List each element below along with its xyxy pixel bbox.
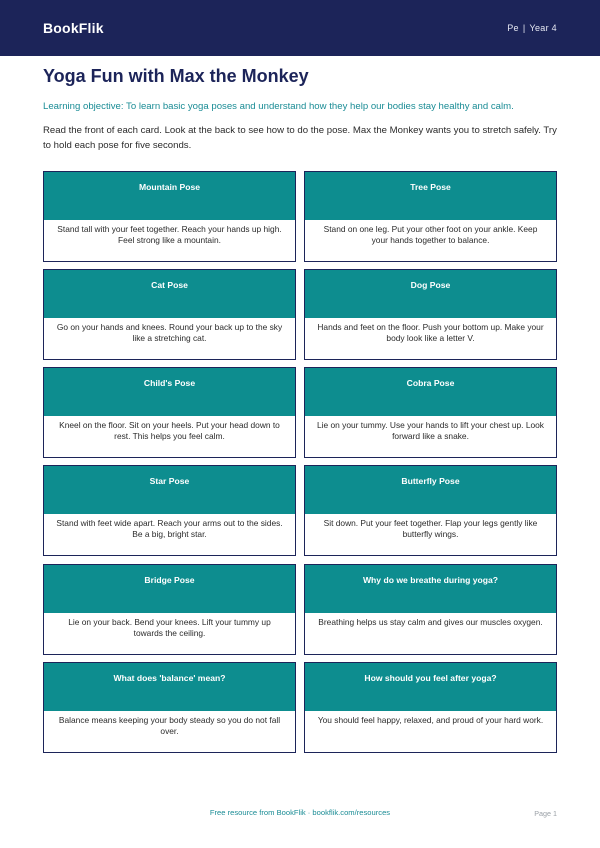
card-back: Lie on your tummy. Use your hands to lift your chest up. Look forward like a snake.: [316, 420, 544, 441]
pose-card: [43, 171, 296, 262]
card-front: What does 'balance' mean?: [44, 663, 295, 711]
card-back: Lie on your back. Bend your knees. Lift your tummy up towards the ceiling.: [68, 617, 271, 638]
card-front: Mountain Pose: [44, 172, 295, 220]
card-front: Bridge Pose: [44, 565, 295, 613]
card-back: Stand on one leg. Put your other foot on your ankle. Keep your hands together to balance.: [323, 224, 538, 245]
pose-card: [304, 465, 557, 556]
pose-card: [304, 269, 557, 360]
card-back: Sit down. Put your feet together. Flap your legs gently like butterfly wings.: [323, 518, 538, 539]
card-back: Go on your hands and knees. Round your back up to the sky like a stretching cat.: [56, 322, 283, 343]
card-front: How should you feel after yoga?: [305, 663, 556, 711]
card-back: You should feel happy, relaxed, and proud of your hard work.: [317, 715, 544, 725]
card-back: Stand tall with your feet together. Reach your hands up high. Feel strong like a mountain.: [57, 224, 282, 245]
meta-separator: |: [522, 23, 526, 33]
card-front: Tree Pose: [305, 172, 556, 220]
card-front: Child's Pose: [44, 368, 295, 416]
pose-card: [43, 269, 296, 360]
card-front: Why do we breathe during yoga?: [305, 565, 556, 613]
page-number: Page 1: [534, 809, 557, 818]
header-bar: [0, 0, 600, 56]
card-back: Stand with feet wide apart. Reach your arms out to the sides. Be a big, bright star.: [56, 518, 283, 539]
card-front: Butterfly Pose: [305, 466, 556, 514]
pose-card: [304, 171, 557, 262]
card-front: Cobra Pose: [305, 368, 556, 416]
card-front: Star Pose: [44, 466, 295, 514]
pose-card: [43, 367, 296, 458]
question-card: [304, 662, 557, 753]
page-title: Yoga Fun with Max the Monkey: [43, 66, 309, 86]
question-card: [304, 564, 557, 655]
card-back: Kneel on the floor. Sit on your heels. Put your head down to rest. This helps you feel calm.: [59, 420, 280, 441]
year-label: Year 4: [529, 23, 557, 33]
pose-card: [43, 465, 296, 556]
card-front: Dog Pose: [305, 270, 556, 318]
pose-card: [304, 367, 557, 458]
card-back: Breathing helps us stay calm and gives our muscles oxygen.: [318, 617, 543, 627]
brand-logo[interactable]: BookFlik: [43, 20, 104, 36]
learning-objective: Learning objective: To learn basic yoga poses and understand how they help our bodies stay healthy and calm.: [43, 101, 514, 112]
card-front: Cat Pose: [44, 270, 295, 318]
pose-card: [43, 564, 296, 655]
question-card: [43, 662, 296, 753]
footer-link[interactable]: Free resource from BookFlik · bookflik.com/resources: [209, 808, 391, 817]
card-back: Hands and feet on the floor. Push your bottom up. Make your body look like a letter V.: [317, 322, 544, 343]
card-back: Balance means keeping your body steady so you do not fall over.: [58, 715, 281, 736]
intro-text: Read the front of each card. Look at the back to see how to do the pose. Max the Monkey wants you to stretch safely. Try to hold each pose for five seconds.: [43, 125, 557, 151]
subject-label: Pe: [507, 23, 519, 33]
subject-year: [507, 23, 557, 33]
